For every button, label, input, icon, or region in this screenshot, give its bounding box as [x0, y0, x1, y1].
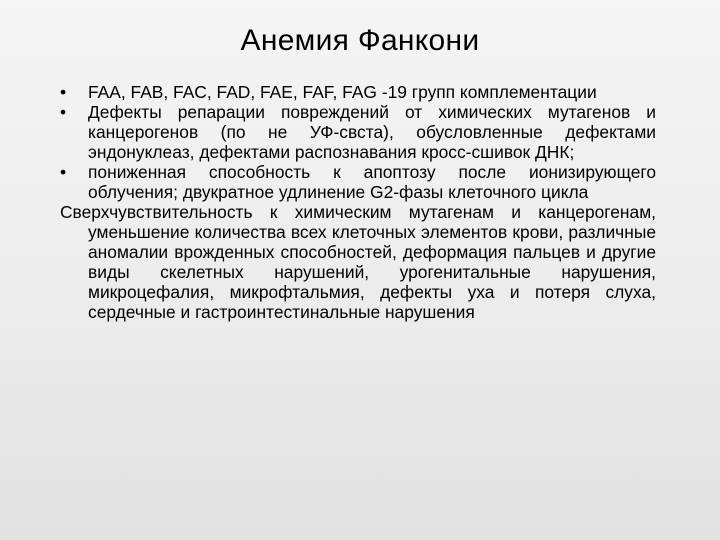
bullet-icon: • [60, 82, 67, 102]
body-paragraph: Сверхчувствительность к химическим мутагенам и канцерогенам, уменьшение количества всех клеточных элементов крови, различные аномалии врожденных способностей, деформация пальцев и другие виды скелетных нарушений, урогенитальные нарушения, микроцефалия, микрофтальмия, дефекты уха и потеря слуха, сердечные и гастроинтестинальные нарушения [60, 202, 656, 322]
bullet-item [60, 162, 656, 202]
bullet-text: FAA, FAB, FAC, FAD, FAE, FAF, FAG -19 групп комплементации [88, 82, 597, 102]
bullet-text: пониженная способность к апоптозу после ионизирующего облучения; двукратное удлинение G2-фазы клеточного цикла [88, 162, 656, 202]
slide-body [60, 82, 656, 322]
bullet-icon: • [60, 102, 67, 122]
bullet-item [60, 102, 656, 162]
bullet-icon: • [60, 162, 67, 182]
slide-title: Анемия Фанкони [240, 24, 480, 57]
bullet-text: Дефекты репарации повреждений от химических мутагенов и канцерогенов (по не УФ-свста), обусловленные дефектами эндонуклеаз, дефектами распознавания кросс-сшивок ДНК; [88, 102, 656, 162]
bullet-item [60, 82, 656, 102]
